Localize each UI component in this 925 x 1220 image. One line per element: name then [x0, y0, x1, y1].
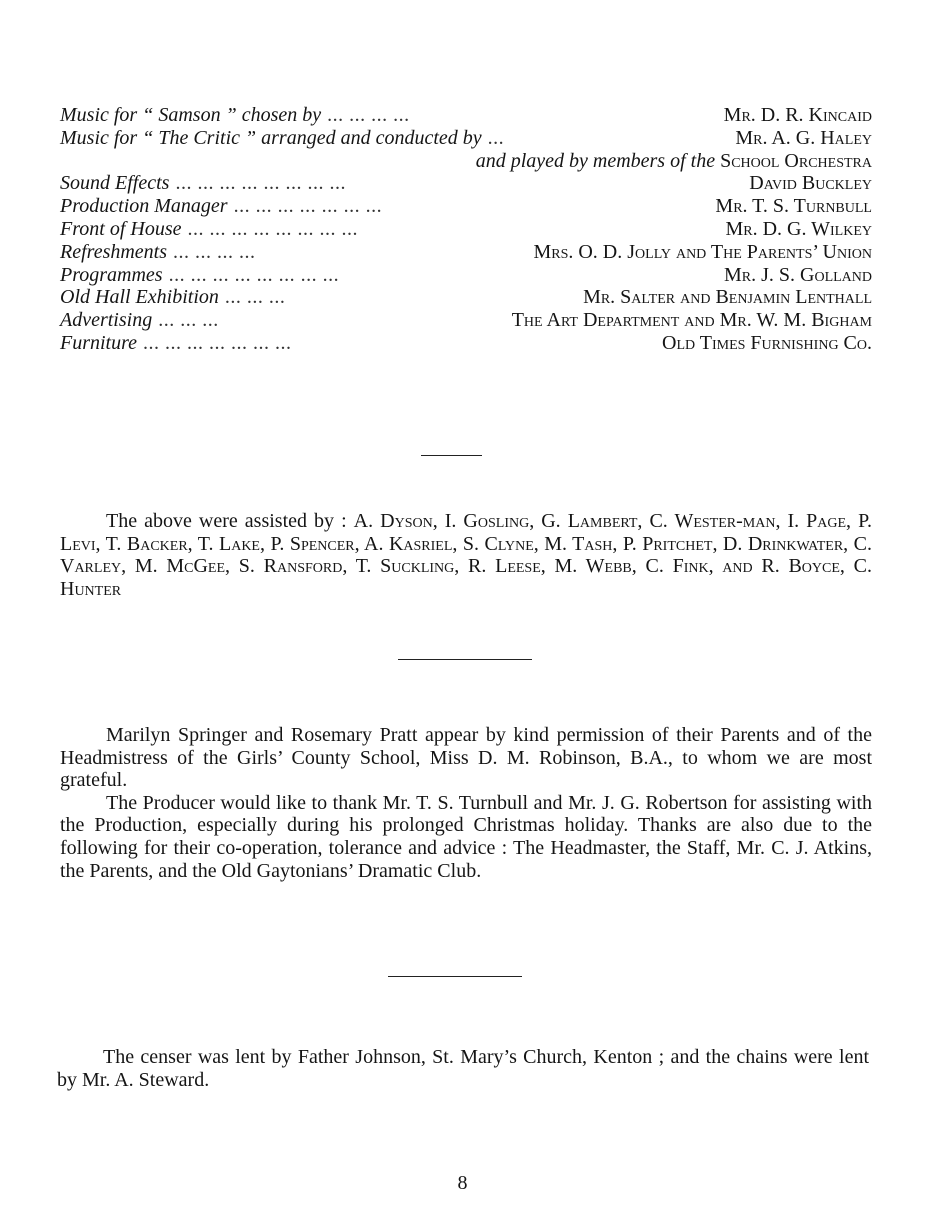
section-divider: [398, 659, 532, 660]
credit-name: Mr. D. G. Wilkey: [725, 217, 872, 240]
assistants-intro: The above were assisted by :: [106, 510, 347, 532]
credit-name: Old Times Furnishing Co.: [662, 331, 872, 354]
credit-row-music-critic: [60, 127, 872, 150]
credit-name: Mr. D. R. Kincaid: [723, 104, 872, 126]
credit-continuation-orchestra: [60, 150, 872, 173]
credit-row-old-hall-exhibition: [60, 286, 872, 309]
dot-leader: ... ... ... ... ... ... ... ...: [175, 172, 346, 195]
credit-role: Production Manager: [60, 195, 228, 218]
credit-role: Old Hall Exhibition: [60, 286, 219, 309]
dot-leader: ... ... ... ... ... ... ...: [233, 195, 383, 218]
credit-role: Front of House: [60, 217, 182, 240]
credit-row-front-of-house: [60, 218, 872, 241]
dot-leader: ... ... ... ...: [327, 104, 410, 126]
credit-name: Mr. A. G. Haley: [735, 126, 872, 149]
section-divider: [388, 976, 522, 977]
credit-row-sound-effects: [60, 172, 872, 195]
assistants-paragraph: [60, 510, 872, 600]
credit-role: Music for “ The Critic ” arranged and conducted by: [60, 126, 482, 149]
orchestra-group: School Orchestra: [720, 149, 872, 172]
credit-name: Mr. J. S. Golland: [723, 263, 872, 286]
credit-role: Sound Effects: [60, 172, 170, 195]
dot-leader: ...: [487, 126, 505, 149]
credit-role: Music for “ Samson ” chosen by: [60, 104, 322, 126]
credit-role: Refreshments: [60, 240, 168, 263]
assistants-names: A. Dyson, I. Gosling, G. Lambert, C. Wester-man, I. Page, P. Levi, T. Backer, T. Lake, P. Spencer, A. Kasriel, S. Clyne, M. Tash, P. Pritchet, D. Drinkwater, C. Varley, M. McGee, S. Ransford, T. Suckling, R. Leese, M. Webb, C. Fink, and R. Boyce, C. Hunter: [60, 510, 872, 600]
credit-role: Furniture: [60, 331, 138, 354]
credit-row-music-samson: [60, 104, 872, 127]
credit-row-refreshments: [60, 241, 872, 264]
section-divider: [421, 455, 482, 456]
credit-row-programmes: [60, 264, 872, 287]
credit-name: Mr. T. S. Turnbull: [715, 195, 872, 218]
credit-row-advertising: [60, 309, 872, 332]
dot-leader: ... ... ... ... ... ... ... ...: [187, 217, 358, 240]
thanks-paragraph: The Producer would like to thank Mr. T. S. Turnbull and Mr. J. G. Robertson for assisting with the Production, especially during his prolonged Christmas holiday. Thanks are also due to the following for their co-operation, tolerance and advice : The Headmaster, the Staff, Mr. C. J. Atkins, the Parents, and the Old Gaytonians’ Dramatic Club.: [60, 791, 872, 882]
dot-leader: ... ... ...: [224, 286, 286, 309]
dot-leader: ... ... ...: [158, 309, 219, 332]
credit-name: Mrs. O. D. Jolly and The Parents’ Union: [533, 240, 872, 263]
dot-leader: ... ... ... ... ... ... ...: [143, 331, 292, 354]
credit-row-furniture: [60, 332, 872, 355]
page-number: 8: [457, 1172, 468, 1194]
acknowledgements: [60, 724, 872, 882]
credit-name: The Art Department and Mr. W. M. Bigham: [511, 309, 872, 332]
credit-role: Advertising: [60, 309, 153, 332]
permission-paragraph: Marilyn Springer and Rosemary Pratt appear by kind permission of their Parents and of the Headmistress of the Girls’ County School, Miss D. M. Robinson, B.A., to whom we are most grateful.: [60, 724, 872, 792]
credit-row-production-manager: [60, 195, 872, 218]
censer-note: [57, 1046, 869, 1091]
production-credits: [60, 104, 872, 355]
credit-role: Programmes: [60, 263, 163, 286]
censer-text: The censer was lent by Father Johnson, St. Mary’s Church, Kenton ; and the chains were lent by Mr. A. Steward.: [57, 1046, 869, 1091]
credit-name: Mr. Salter and Benjamin Lenthall: [583, 286, 872, 309]
dot-leader: ... ... ... ... ... ... ... ...: [168, 263, 340, 286]
dot-leader: ... ... ... ...: [173, 240, 256, 263]
orchestra-line-text: and played by members of the: [475, 149, 716, 172]
credit-name: David Buckley: [749, 172, 872, 195]
